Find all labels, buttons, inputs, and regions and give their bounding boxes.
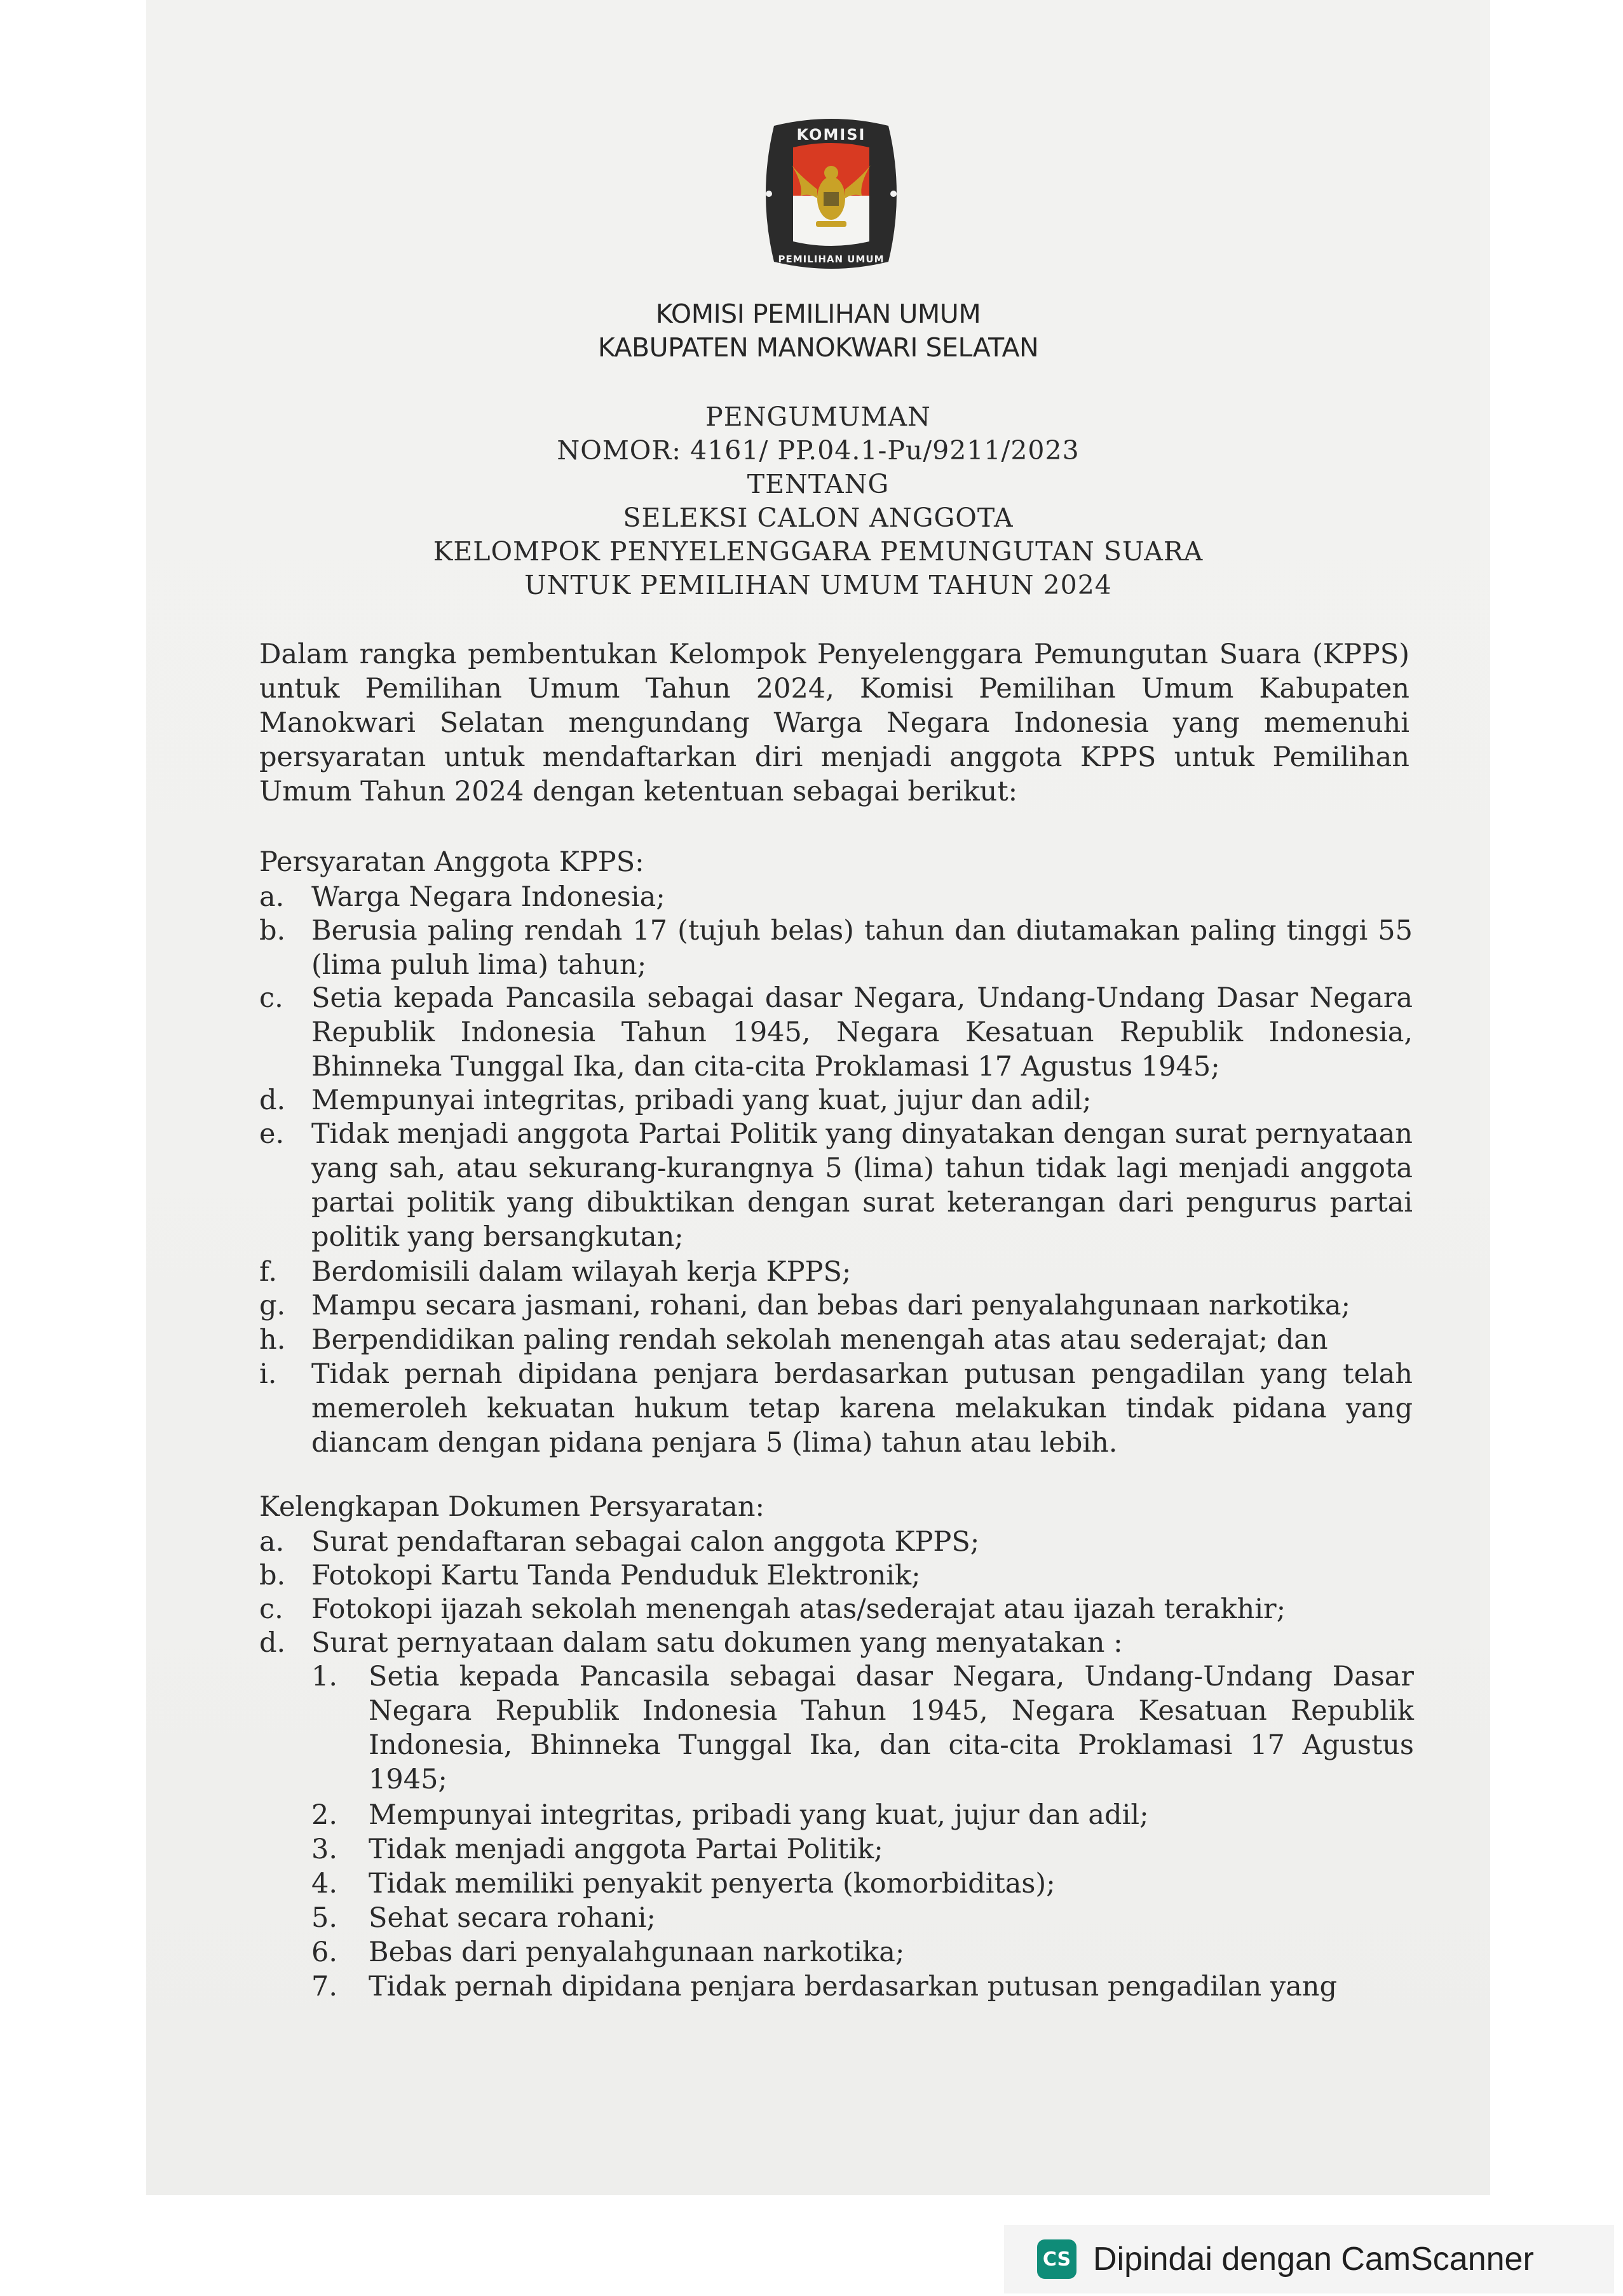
sub-list-item: 7. Tidak pernah dipidana penjara berdasarkan putusan pengadilan yang <box>311 1971 1338 2002</box>
sub-list-item: 2. Mempunyai integritas, pribadi yang kuat, jujur dan adil; <box>311 1799 1149 1831</box>
title-announcement: PENGUMUMAN <box>705 402 931 432</box>
header-institution: KOMISI PEMILIHAN UMUM <box>655 299 981 329</box>
sub-list-item: 1. Setia kepada Pancasila sebagai dasar Negara, Undang-Undang Dasar Negara Republik Indonesia Tahun 1945, Negara Kesatuan Republik Indonesia, Bhinneka Tunggal Ika, dan cita-cita Proklamasi 17 Agustus 1945; <box>311 1661 1414 1795</box>
list-item: f. Berdomisili dalam wilayah kerja KPPS; <box>259 1256 852 1288</box>
requirements-heading: Persyaratan Anggota KPPS: <box>259 846 644 878</box>
intro-paragraph: Dalam rangka pembentukan Kelompok Penyelenggara Pemungutan Suara (KPPS) untuk Pemilihan Umum Tahun 2024, Komisi Pemilihan Umum Kabupaten Manokwari Selatan mengundang Warga Negara Indonesia yang memenuhi persyaratan untuk mendaftarkan diri menjadi anggota KPPS untuk Pemilihan Umum Tahun 2024 dengan ketentuan sebagai berikut: <box>259 638 1409 807</box>
sub-list-item: 5. Sehat secara rohani; <box>311 1902 656 1934</box>
list-item: b. Fotokopi Kartu Tanda Penduduk Elektronik; <box>259 1560 921 1591</box>
svg-text:PEMILIHAN UMUM: PEMILIHAN UMUM <box>778 253 885 265</box>
list-item: c. Fotokopi ijazah sekolah menengah atas/sederajat atau ijazah terakhir; <box>259 1593 1286 1625</box>
list-item: a. Warga Negara Indonesia; <box>259 881 665 913</box>
list-item: e. Tidak menjadi anggota Partai Politik yang dinyatakan dengan surat pernyataan yang sah, atau sekurang-kurangnya 5 (lima) tahun tidak lagi menjadi anggota partai politik yang dibuktikan dengan surat keterangan dari pengurus partai politik yang bersangkutan; <box>259 1118 1413 1253</box>
sub-list-item: 6. Bebas dari penyalahgunaan narkotika; <box>311 1936 905 1968</box>
title-subject-1: SELEKSI CALON ANGGOTA <box>623 503 1014 533</box>
kpu-logo <box>755 114 907 273</box>
title-about: TENTANG <box>747 469 890 499</box>
documents-heading: Kelengkapan Dokumen Persyaratan: <box>259 1491 765 1523</box>
camscanner-watermark <box>1004 2225 1614 2293</box>
list-item: i. Tidak pernah dipidana penjara berdasarkan putusan pengadilan yang telah memeroleh kekuatan hukum tetap karena melakukan tindak pidana yang diancam dengan pidana penjara 5 (lima) tahun atau lebih. <box>259 1358 1413 1459</box>
title-number: NOMOR: 4161/ PP.04.1-Pu/9211/2023 <box>557 435 1080 466</box>
list-item: d. Surat pernyataan dalam satu dokumen yang menyatakan : <box>259 1627 1123 1659</box>
svg-text:KOMISI: KOMISI <box>796 126 866 144</box>
list-item: g. Mampu secara jasmani, rohani, dan bebas dari penyalahgunaan narkotika; <box>259 1290 1351 1321</box>
sub-list-item: 4. Tidak memiliki penyakit penyerta (komorbiditas); <box>311 1868 1056 1900</box>
list-item: d. Mempunyai integritas, pribadi yang kuat, jujur dan adil; <box>259 1084 1092 1116</box>
title-subject-2: KELOMPOK PENYELENGGARA PEMUNGUTAN SUARA <box>433 536 1204 567</box>
list-item: a. Surat pendaftaran sebagai calon anggota KPPS; <box>259 1526 980 1558</box>
title-subject-3: UNTUK PEMILIHAN UMUM TAHUN 2024 <box>524 570 1112 600</box>
sub-list-item: 3. Tidak menjadi anggota Partai Politik; <box>311 1833 883 1865</box>
header-regency: KABUPATEN MANOKWARI SELATAN <box>597 332 1039 363</box>
list-item: h. Berpendidikan paling rendah sekolah menengah atas atau sederajat; dan <box>259 1324 1328 1356</box>
list-item: c. Setia kepada Pancasila sebagai dasar Negara, Undang-Undang Dasar Negara Republik Indonesia Tahun 1945, Negara Kesatuan Republik Indonesia, Bhinneka Tunggal Ika, dan cita-cita Proklamasi 17 Agustus 1945; <box>259 982 1413 1083</box>
camscanner-icon: CS <box>1037 2239 1076 2279</box>
list-item: b. Berusia paling rendah 17 (tujuh belas) tahun dan diutamakan paling tinggi 55 (lima puluh lima) tahun; <box>259 915 1413 981</box>
watermark-text: Dipindai dengan CamScanner <box>1093 2241 1534 2278</box>
